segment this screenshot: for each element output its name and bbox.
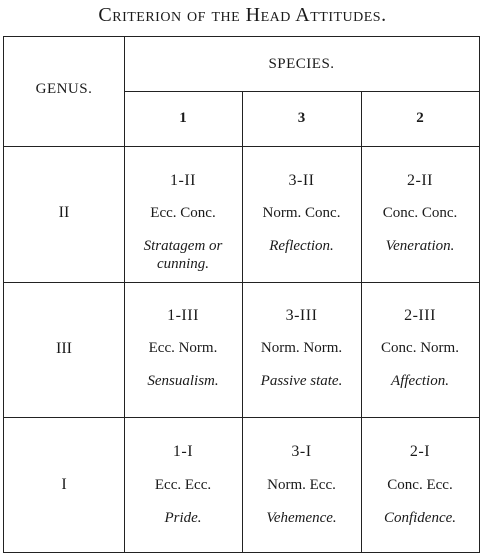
- table-title: Criterion of the Head Attitudes.: [98, 4, 387, 26]
- row-divider-1: [4, 282, 479, 283]
- attitude-meaning: Stratagem or cunning.: [143, 238, 223, 272]
- attitude-code: 2-I: [409, 443, 431, 460]
- attitude-meaning: Veneration.: [385, 238, 455, 254]
- genus-label: I: [61, 476, 67, 493]
- species-column-header: 1: [179, 110, 187, 126]
- attitude-type: Conc. Conc.: [382, 205, 458, 221]
- attitude-code: 3-II: [288, 172, 315, 189]
- attitude-meaning: Affection.: [391, 373, 449, 389]
- attitude-code: 3-III: [285, 307, 318, 324]
- attitude-type: Ecc. Norm.: [148, 340, 218, 356]
- attitude-code: 1-II: [170, 172, 196, 189]
- attitude-meaning: Vehemence.: [266, 510, 337, 526]
- species-column-header: 2: [416, 110, 424, 126]
- attitude-type: Conc. Norm.: [381, 340, 459, 356]
- species-header-divider: [124, 91, 479, 92]
- attitude-meaning: Pride.: [164, 510, 202, 526]
- attitude-meaning: Sensualism.: [147, 373, 219, 389]
- species-header: SPECIES.: [268, 56, 335, 72]
- attitude-type: Norm. Conc.: [262, 205, 341, 221]
- attitude-meaning: Confidence.: [383, 510, 457, 526]
- attitude-type: Ecc. Conc.: [150, 205, 216, 221]
- attitude-type: Conc. Ecc.: [387, 477, 453, 493]
- attitude-meaning: Reflection.: [269, 238, 334, 254]
- attitude-code: 1-I: [172, 443, 194, 460]
- header-bottom-divider: [4, 146, 479, 147]
- genus-header: GENUS.: [35, 81, 93, 97]
- attitude-type: Norm. Ecc.: [267, 477, 336, 493]
- genus-label: III: [56, 340, 72, 357]
- attitude-type: Ecc. Ecc.: [154, 477, 212, 493]
- attitude-meaning: Passive state.: [260, 373, 343, 389]
- attitude-code: 2-III: [404, 307, 436, 324]
- attitude-code: 1-III: [167, 307, 199, 324]
- attitude-type: Norm. Norm.: [260, 340, 343, 356]
- species-column-header: 3: [297, 110, 306, 126]
- row-divider-2: [4, 417, 479, 418]
- attitude-code: 2-II: [407, 172, 433, 189]
- attitude-code: 3-I: [291, 443, 312, 460]
- genus-label: II: [58, 204, 70, 221]
